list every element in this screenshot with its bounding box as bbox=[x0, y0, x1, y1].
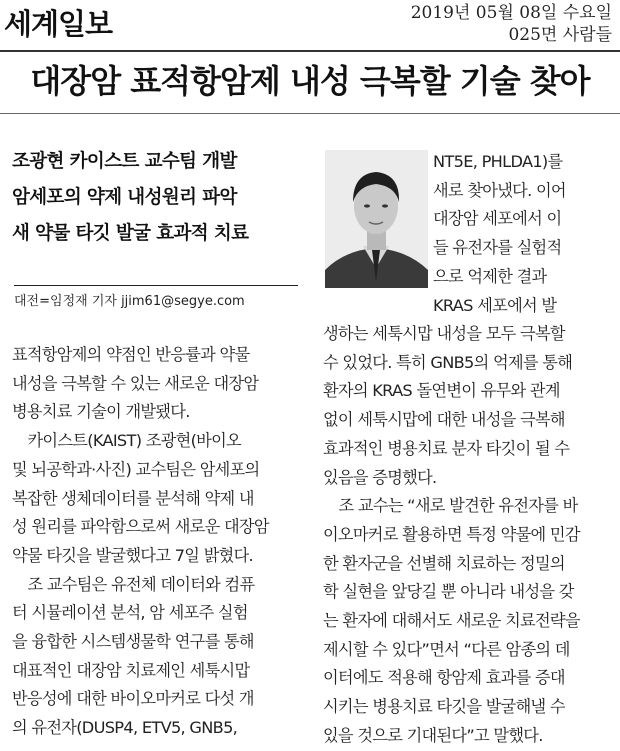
newspaper-logo: 세계일보 bbox=[4, 7, 113, 41]
body-line: 시키는 병용치료 타깃을 발굴해낼 수 bbox=[323, 697, 565, 717]
body-line: 으로 억제한 결과 bbox=[433, 266, 547, 286]
body-line: 대표적인 대장암 치료제인 세툭시맙 bbox=[12, 660, 250, 680]
body-line: 조 교수팀은 유전체 데이터와 컴퓨 bbox=[12, 574, 255, 594]
body-line: 학 실현을 앞당길 뿐 아니라 내성을 갖 bbox=[323, 582, 574, 602]
body-line: 내성을 극복할 수 있는 새로운 대장암 bbox=[12, 373, 259, 393]
body-line: 있을 것으로 기대된다”고 말했다. bbox=[323, 725, 543, 745]
body-line: 을 융합한 시스템생물학 연구를 통해 bbox=[12, 632, 254, 652]
article-body-left bbox=[12, 341, 308, 743]
body-line: 약물 타깃을 발굴했다고 7일 밝혔다. bbox=[12, 545, 253, 565]
byline: 대전=임정재 기자 jjim61@segye.com bbox=[14, 294, 245, 309]
body-line: NT5E, PHLDA1)를 bbox=[433, 152, 563, 171]
body-line: 새로 찾아냈다. 이어 bbox=[433, 180, 566, 200]
body-line: 이오마커로 활용하면 특정 약물에 민감 bbox=[323, 524, 580, 544]
body-line: 표적항암제의 약점인 반응률과 약물 bbox=[12, 345, 250, 364]
subheadline-block bbox=[12, 144, 302, 252]
body-line: 의 유전자(DUSP4, ETV5, GNB5, bbox=[12, 718, 238, 738]
body-line: 환자의 KRAS 돌연변이 유무와 관계 bbox=[323, 381, 560, 401]
headline-divider bbox=[0, 113, 620, 114]
masthead bbox=[0, 0, 620, 48]
headline: 대장암 표적항암제 내성 극복할 기술 찾아 bbox=[30, 62, 590, 100]
subheadline: 조광현 카이스트 교수팀 개발 bbox=[12, 151, 237, 172]
page-section: 025면 사람들 bbox=[508, 25, 612, 45]
body-line: 있음을 증명했다. bbox=[323, 467, 437, 487]
body-line: 대장암 세포에서 이 bbox=[433, 209, 562, 229]
masthead-divider bbox=[0, 50, 620, 52]
body-line: 효과적인 병용치료 분자 타깃이 될 수 bbox=[323, 438, 570, 458]
body-line: 카이스트(KAIST) 조광현(바이오 bbox=[12, 431, 241, 451]
body-line: 한 환자군을 선별해 치료하는 정밀의 bbox=[323, 553, 565, 573]
body-line: 병용치료 기술이 개발됐다. bbox=[12, 402, 190, 422]
byline-divider bbox=[14, 285, 298, 286]
body-line: 제시할 수 있다”면서 “다른 암종의 데 bbox=[323, 639, 570, 659]
body-line: KRAS 세포에서 발 bbox=[433, 295, 557, 315]
body-line: 조 교수는 “새로 발견한 유전자를 바 bbox=[323, 496, 578, 516]
body-line: 수 있었다. 특히 GNB5의 억제를 통해 bbox=[323, 352, 573, 372]
body-line: 생하는 세툭시맙 내성을 모두 극복할 bbox=[323, 324, 565, 343]
body-line: 없이 세툭시맙에 대한 내성을 극복해 bbox=[323, 410, 565, 430]
body-line: 반응성에 대한 바이오마커로 다섯 개 bbox=[12, 689, 254, 709]
body-line: 성 원리를 파악함으로써 새로운 대장암 bbox=[12, 517, 269, 537]
portrait-illustration bbox=[325, 150, 428, 288]
subheadline: 새 약물 타깃 발굴 효과적 치료 bbox=[12, 223, 249, 244]
issue-meta bbox=[411, 2, 612, 46]
body-line: 이터에도 적용해 항암제 효과를 증대 bbox=[323, 668, 565, 688]
subheadline: 암세포의 약제 내성원리 파악 bbox=[12, 187, 237, 208]
article-body-right bbox=[323, 320, 615, 751]
body-line: 복잡한 생체데이터를 분석해 약제 내 bbox=[12, 488, 254, 508]
article-body-right-top bbox=[433, 148, 613, 320]
issue-date: 2019년 05월 08일 수요일 bbox=[410, 3, 612, 23]
body-line: 들 유전자를 실험적 bbox=[433, 238, 562, 258]
body-line: 는 환자에 대해서도 새로운 치료전략을 bbox=[323, 611, 580, 631]
body-line: 터 시뮬레이션 분석, 암 세포주 실험 bbox=[12, 603, 248, 623]
body-line: 및 뇌공학과·사진) 교수팀은 암세포의 bbox=[12, 459, 260, 479]
portrait-photo bbox=[325, 150, 428, 288]
